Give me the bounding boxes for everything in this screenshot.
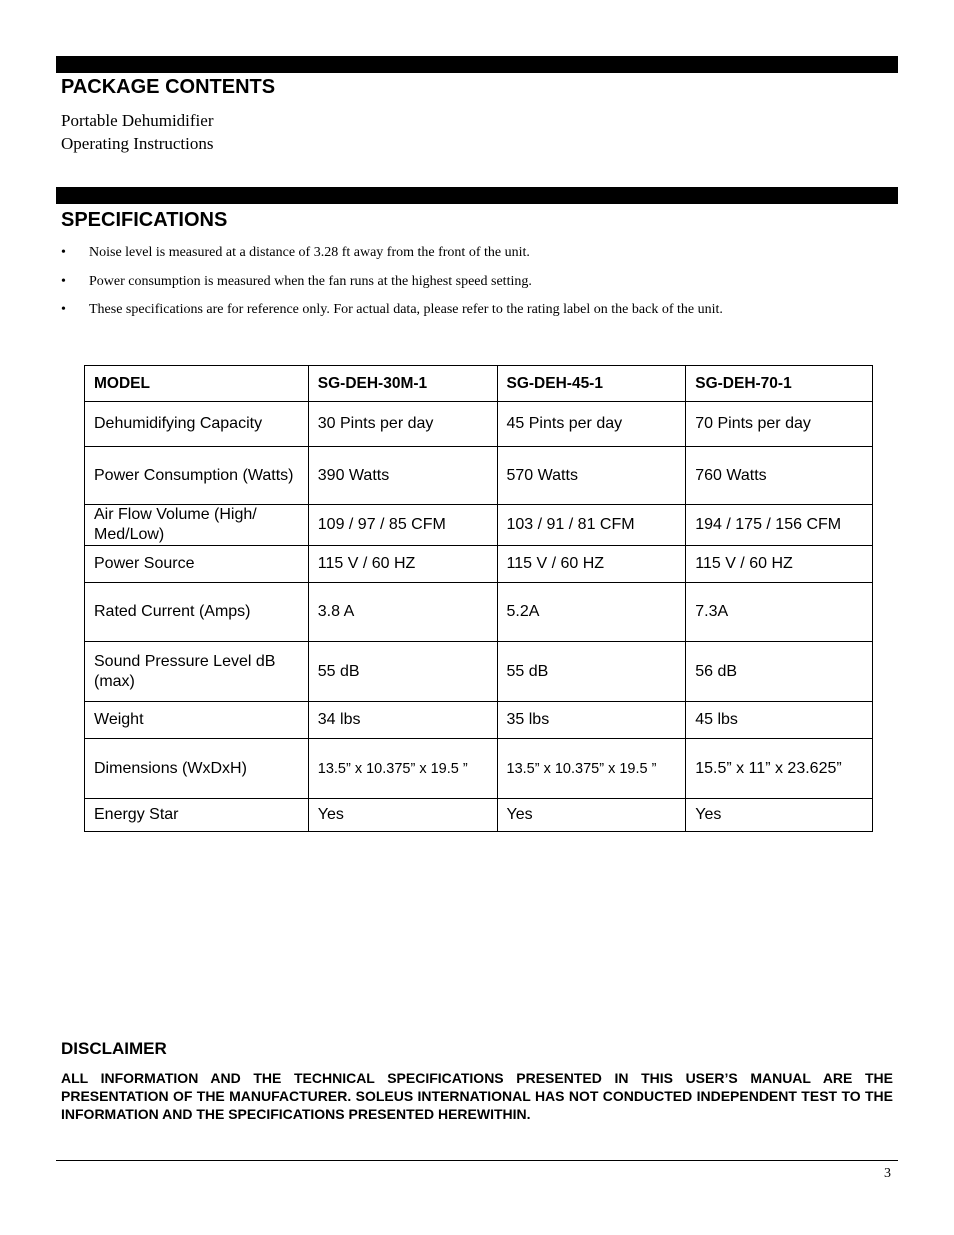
disclaimer-heading: DISCLAIMER: [61, 1039, 167, 1058]
table-cell: Power Source: [85, 546, 309, 583]
table-cell: 15.5” x 11” x 23.625”: [686, 739, 873, 799]
table-row: [85, 505, 873, 546]
table-cell: 56 dB: [686, 642, 873, 702]
table-cell: Sound Pressure Level dB (max): [85, 642, 309, 702]
table-cell: 194 / 175 / 156 CFM: [686, 505, 873, 546]
spec-note-text: Power consumption is measured when the fan runs at the highest speed setting.: [89, 273, 532, 289]
table-cell: 3.8 A: [308, 583, 497, 642]
table-cell: Rated Current (Amps): [85, 583, 309, 642]
table-row: [85, 546, 873, 583]
table-cell: Air Flow Volume (High/ Med/Low): [85, 505, 309, 546]
table-cell: 103 / 91 / 81 CFM: [497, 505, 686, 546]
disclaimer-text: ALL INFORMATION AND THE TECHNICAL SPECIFICATIONS PRESENTED IN THIS USER’S MANUAL ARE THE PRESENTATION OF THE MANUFACTURER. SOLEUS INTERNATIONAL HAS NOT CONDUCTED INDEPENDENT TEST TO THE INFORMATION AND THE SPECIFICATIONS PRESENTED HEREWITHIN.: [61, 1070, 893, 1122]
table-cell: Yes: [308, 799, 497, 832]
spec-note-text: These specifications are for reference only. For actual data, please refer to the rating label on the back of the unit.: [89, 302, 723, 317]
specifications-heading: SPECIFICATIONS: [61, 209, 228, 231]
bullet-icon: •: [61, 302, 66, 317]
table-header-cell: SG-DEH-30M-1: [308, 366, 497, 402]
table-cell: 13.5” x 10.375” x 19.5 ”: [497, 739, 686, 799]
table-row: [85, 642, 873, 702]
table-cell: Dehumidifying Capacity: [85, 402, 309, 447]
table-cell: 13.5” x 10.375” x 19.5 ”: [308, 739, 497, 799]
table-cell: Dimensions (WxDxH): [85, 739, 309, 799]
package-item: Portable Dehumidifier: [61, 111, 214, 130]
section-divider-bar: [56, 56, 898, 73]
spec-note-text: Noise level is measured at a distance of 3.28 ft away from the front of the unit.: [89, 245, 530, 260]
package-contents-list: [61, 110, 214, 155]
bullet-icon: •: [61, 273, 66, 289]
table-cell: 115 V / 60 HZ: [686, 546, 873, 583]
table-cell: Power Consumption (Watts): [85, 447, 309, 505]
table-row: [85, 402, 873, 447]
table-cell: 5.2A: [497, 583, 686, 642]
section-divider-bar: [56, 187, 898, 204]
table-cell: 55 dB: [308, 642, 497, 702]
footer-divider: [56, 1160, 898, 1161]
spec-note: [61, 301, 901, 330]
table-row: [85, 799, 873, 832]
table-cell: 30 Pints per day: [308, 402, 497, 447]
table-cell: Yes: [686, 799, 873, 832]
page-number: 3: [884, 1166, 891, 1181]
spec-note: [61, 273, 901, 302]
package-item: Operating Instructions: [61, 133, 214, 153]
table-header-cell: SG-DEH-45-1: [497, 366, 686, 402]
table-row: [85, 702, 873, 739]
table-cell: 115 V / 60 HZ: [497, 546, 686, 583]
table-cell: 45 lbs: [686, 702, 873, 739]
table-cell: 109 / 97 / 85 CFM: [308, 505, 497, 546]
table-cell: 45 Pints per day: [497, 402, 686, 447]
table-cell: 760 Watts: [686, 447, 873, 505]
table-cell: 55 dB: [497, 642, 686, 702]
package-contents-heading: PACKAGE CONTENTS: [61, 76, 276, 98]
table-cell: 34 lbs: [308, 702, 497, 739]
table-row: [85, 447, 873, 505]
table-cell: 570 Watts: [497, 447, 686, 505]
table-cell: 390 Watts: [308, 447, 497, 505]
spec-note: [61, 244, 901, 273]
table-cell: Weight: [85, 702, 309, 739]
table-header-cell: SG-DEH-70-1: [686, 366, 873, 402]
specifications-notes: [61, 244, 901, 330]
table-cell: 115 V / 60 HZ: [308, 546, 497, 583]
table-cell: 70 Pints per day: [686, 402, 873, 447]
table-row: [85, 583, 873, 642]
table-cell: 35 lbs: [497, 702, 686, 739]
specifications-table: [84, 365, 873, 832]
table-header-row: [85, 366, 873, 402]
bullet-icon: •: [61, 245, 66, 260]
table-cell: Yes: [497, 799, 686, 832]
table-cell: 7.3A: [686, 583, 873, 642]
table-header-cell: MODEL: [85, 366, 309, 402]
table-cell: Energy Star: [85, 799, 309, 832]
table-row: [85, 739, 873, 799]
